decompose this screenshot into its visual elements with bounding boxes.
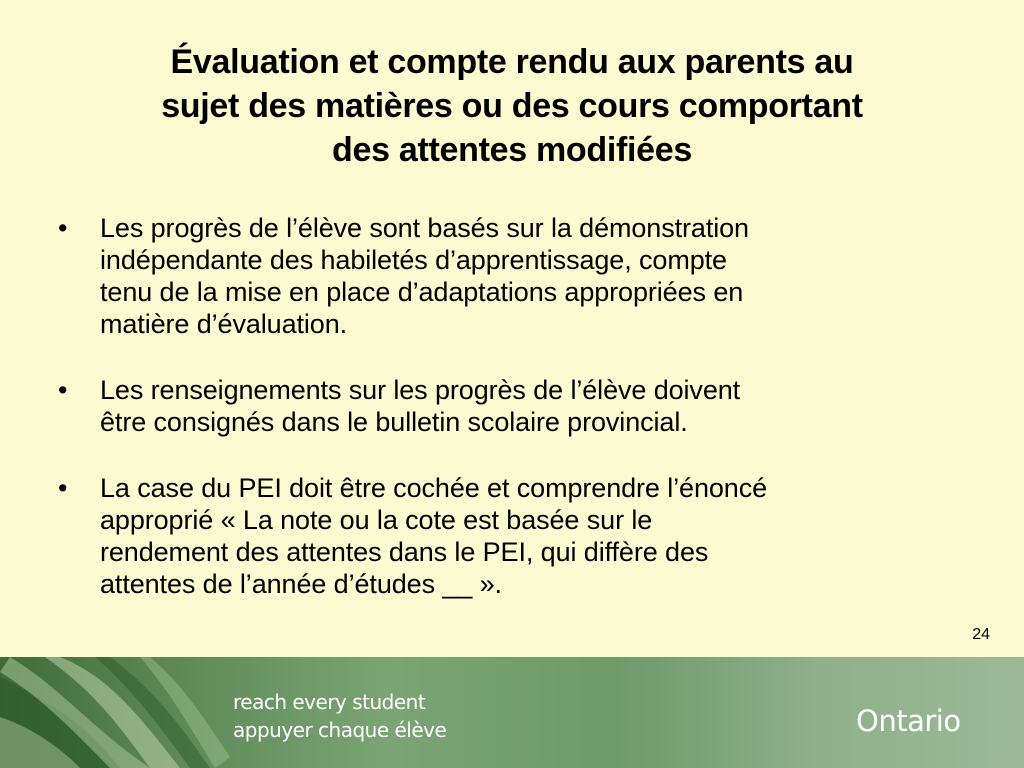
tagline: [233, 688, 446, 744]
page-number: 24: [972, 626, 990, 643]
bullet-list: [58, 212, 958, 634]
title-line: Évaluation et compte rendu aux parents au: [170, 43, 854, 81]
bullet-line: attentes de l’année d’études __ ».: [100, 569, 502, 599]
bullet-line: rendement des attentes dans le PEI, qui diffère des: [100, 537, 709, 567]
bullet-line: approprié « La note ou la cote est basée sur le: [100, 505, 653, 535]
bullet-marker: •: [58, 375, 68, 405]
tagline-french: appuyer chaque élève: [233, 718, 447, 742]
bullet-line: être consignés dans le bulletin scolaire provincial.: [100, 407, 688, 437]
slide-title: [40, 40, 984, 172]
bullet-marker: •: [58, 213, 68, 243]
bullet-line: tenu de la mise en place d’adaptations appropriées en: [100, 277, 744, 307]
bullet-line: matière d’évaluation.: [100, 309, 348, 339]
title-line: des attentes modifiées: [332, 131, 692, 169]
tagline-english: reach every student: [233, 690, 426, 714]
bullet-line: indépendante des habiletés d’apprentissage, compte: [100, 245, 727, 275]
bullet-item: [58, 212, 958, 340]
bullet-line: La case du PEI doit être cochée et comprendre l’énoncé: [100, 473, 768, 503]
ontario-logo-text: Ontario: [856, 704, 961, 738]
bullet-line: Les renseignements sur les progrès de l’élève doivent: [100, 375, 741, 405]
bullet-item: [58, 472, 958, 600]
bullet-item: [58, 374, 958, 438]
footer-banner: [0, 657, 1024, 768]
title-line: sujet des matières ou des cours comportant: [161, 87, 863, 125]
bullet-line: Les progrès de l’élève sont basés sur la démonstration: [100, 213, 749, 243]
bullet-marker: •: [58, 473, 68, 503]
